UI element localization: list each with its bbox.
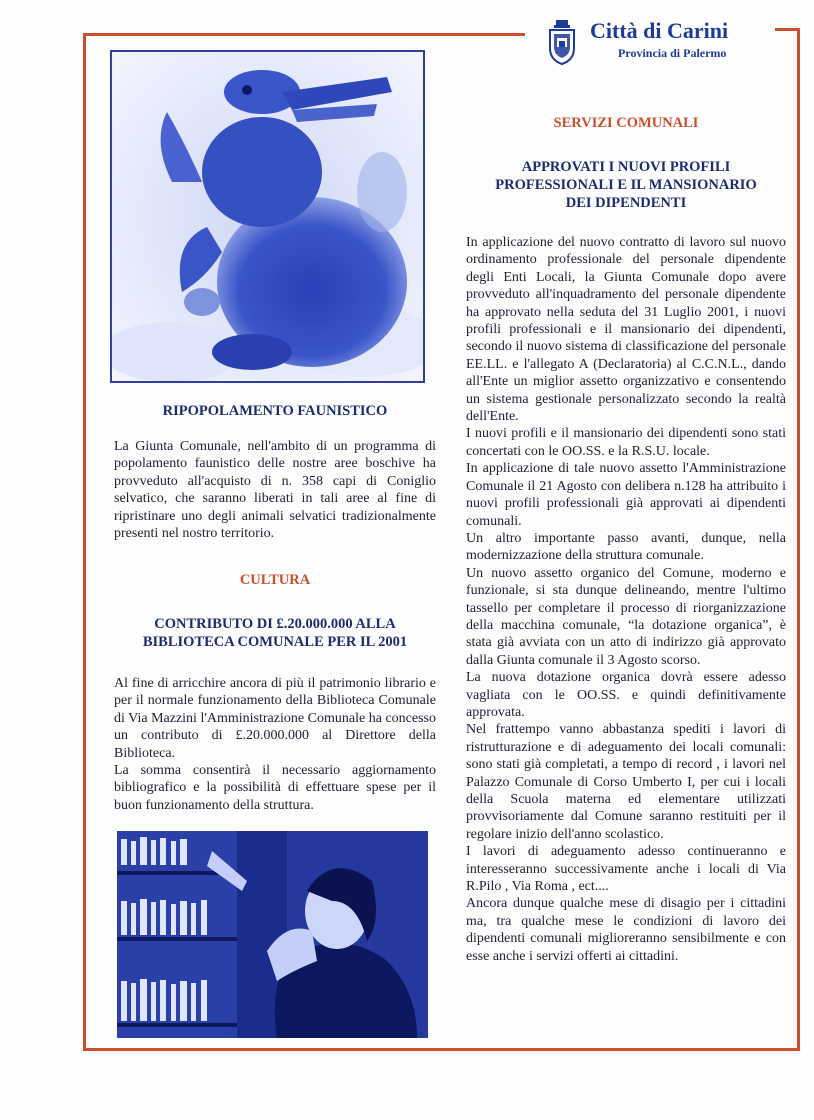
servizi-title-line3: DEI DIPENDENTI <box>565 195 687 211</box>
cultura-text <box>114 675 436 814</box>
province-name: Provincia di Palermo <box>618 46 727 60</box>
ripopolamento-text: La Giunta Comunale, nell'ambito di un programma di popolamento faunistico delle nostre aree boschive ha provveduto all'acquisto di n. 358 capi di Coniglio selvatico, che saranno liberati in tali aree al fine di ripristinare uno degli animali selvatici tradizionalmente presenti nel nostro territorio. <box>114 439 436 542</box>
ripopolamento-section <box>114 403 436 542</box>
servizi-paragraph: La nuova dotazione organica dovrà essere adesso vagliata con le OO.SS. e quindi definitivamente approvata. <box>466 670 786 720</box>
servizi-title-line2: PROFESSIONALI E IL MANSIONARIO <box>495 177 757 193</box>
servizi-paragraph: I nuovi profili e il mansionario dei dipendenti sono stati concertati con le OO.SS. e la R.S.U. locale. <box>466 426 786 459</box>
library-photo <box>117 831 428 1038</box>
ripopolamento-title: RIPOPOLAMENTO FAUNISTICO <box>162 403 388 419</box>
cultura-section <box>114 572 436 814</box>
servizi-text <box>466 234 786 965</box>
servizi-section <box>466 115 786 965</box>
servizi-title-line1: APPROVATI I NUOVI PROFILI <box>521 159 731 175</box>
cultura-title <box>114 615 436 651</box>
servizi-label: SERVIZI COMUNALI <box>553 115 699 131</box>
cultura-label: CULTURA <box>239 572 311 588</box>
servizi-paragraph: In applicazione di tale nuovo assetto l'Amministrazione Comunale il 21 Agosto con delibera n.128 ha attribuito i nuovi profili professionali già approvati ai dipendenti comunali. <box>466 461 786 529</box>
frame-top-left-border <box>83 33 525 36</box>
frame-left-border <box>83 33 86 1051</box>
servizi-title <box>466 158 786 212</box>
cultura-title-line1: CONTRIBUTO DI £.20.000.000 ALLA <box>154 616 396 632</box>
cultura-paragraph: La somma consentirà il necessario aggiornamento bibliografico e la possibilità di effettuare spese per il buon funzionamento della struttura. <box>114 763 436 813</box>
coat-of-arms-icon <box>546 18 578 66</box>
servizi-paragraph: Ancora dunque qualche mese di disagio per i cittadini ma, tra qualche mese le condizioni di lavoro dei dipendenti comunali miglioreranno sensibilmente e con esse anche i servizi offerti ai cittadini. <box>466 896 786 964</box>
servizi-paragraph: Nel frattempo vanno abbastanza spediti i lavori di ristrutturazione e di adeguamento dei locali comunali: sono stati già completati, a tempo di record , i lavori nel Palazzo Comunale di Corso Umberto I, per cui i locali della Scuola materna ed elementare utilizzati provvisoriamente dal Comune saranno restituiti per il regolare inizio dell'anno scolastico. <box>466 722 786 842</box>
cultura-paragraph: Al fine di arricchire ancora di più il patrimonio librario e per il normale funzionamento della Biblioteca Comunale di Via Mazzini l'Amministrazione Comunale ha concesso un contributo di £.20.000.000 al Direttore della Biblioteca. <box>114 676 436 761</box>
masthead <box>540 14 780 68</box>
servizi-paragraph: Un nuovo assetto organico del Comune, moderno e funzionale, si sta dunque delineando, mentre l'ultimo tassello per completare il processo di riorganizzazione della macchina comunale, “la dotazione organica”, è stata già avviata con un atto di indirizzo già approvato dalla Giunta comunale il 3 Agosto scorso. <box>466 565 786 668</box>
servizi-paragraph: Un altro importante passo avanti, dunque, nella modernizzazione della struttura comunale. <box>466 530 786 564</box>
city-name: Città di Carini <box>590 18 729 43</box>
frame-bottom-border <box>83 1048 800 1051</box>
rabbit-photo <box>110 50 425 383</box>
cultura-title-line2: BIBLIOTECA COMUNALE PER IL 2001 <box>142 634 408 650</box>
frame-right-border <box>797 28 800 1051</box>
servizi-paragraph: I lavori di adeguamento adesso continueranno e interesseranno successivamente anche i locali di Via R.Pilo , Via Roma , ect.... <box>466 844 786 895</box>
servizi-paragraph: In applicazione del nuovo contratto di lavoro sul nuovo ordinamento professionale del personale dipendente degli Enti Locali, la Giunta Comunale dopo avere provveduto all'inquadramento del personale dipendente ha approvato nella seduta del 31 Luglio 2001, i nuovi profili professionali e il mansionario dei dipendenti, secondo il nuovo sistema di classificazione del personale EE.LL. e l'allegato A (Declaratoria) al C.C.N.L., dando all'Ente un miglior assetto organizzativo e consentendo un sistema gestionale personalizzato secondo la realtà dell'Ente. <box>466 235 786 425</box>
